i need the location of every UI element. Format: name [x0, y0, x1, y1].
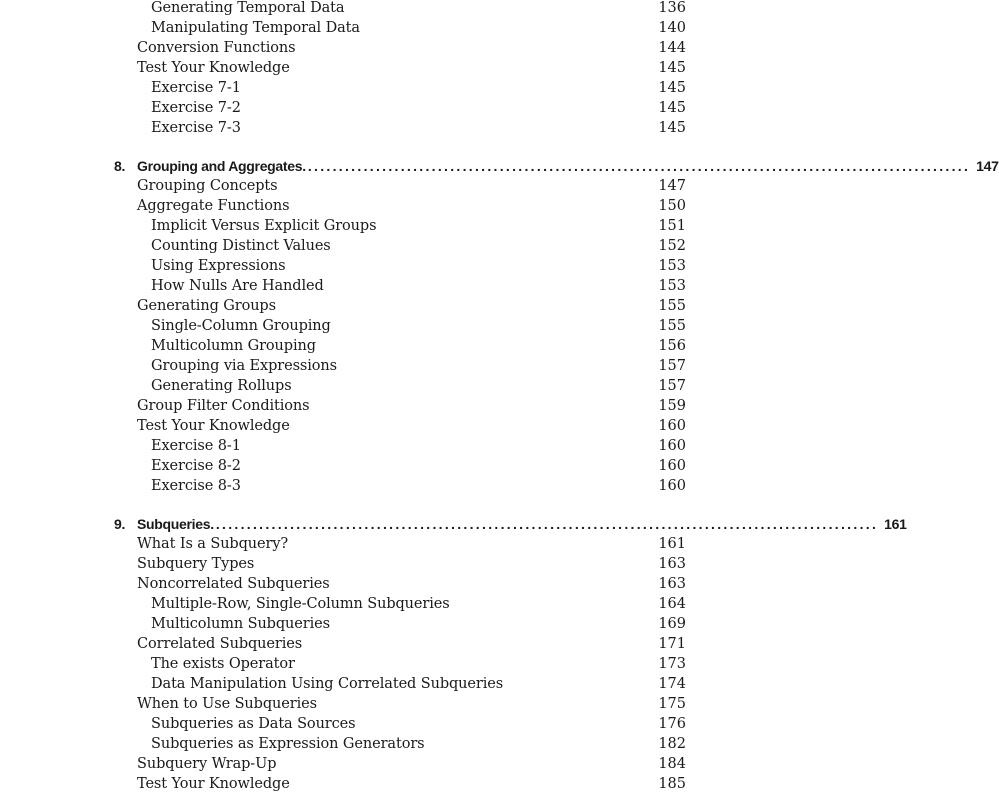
toc-entry-page: 182	[658, 736, 686, 752]
toc-entry[interactable]	[0, 216, 800, 236]
toc-entry[interactable]	[0, 534, 800, 554]
chapter-title: Subqueries.	[137, 516, 214, 532]
toc-entry-page: 157	[658, 358, 686, 374]
toc-entry-title: Multicolumn Subqueries	[151, 616, 330, 632]
toc-entry-page: 155	[658, 318, 686, 334]
toc-entry-page: 144	[658, 40, 686, 56]
toc-entry-title: Generating Groups	[137, 298, 276, 314]
toc-entry[interactable]	[0, 754, 800, 774]
toc-entry-title: Manipulating Temporal Data	[151, 20, 360, 36]
toc-entry[interactable]	[0, 554, 800, 574]
toc-entry-title: Aggregate Functions	[137, 198, 290, 214]
toc-entry[interactable]	[0, 98, 800, 118]
toc-entry-page: 176	[658, 716, 686, 732]
toc-entry-page: 185	[658, 776, 686, 792]
chapter-title: Grouping and Aggregates.	[137, 158, 306, 174]
toc-entry-page: 184	[658, 756, 686, 772]
toc-entry-page: 163	[658, 576, 686, 592]
toc-entry-page: 140	[658, 20, 686, 36]
chapter-page: 147	[976, 158, 999, 174]
toc-entry-title: Exercise 7-3	[151, 120, 241, 136]
chapter-heading[interactable]	[114, 155, 999, 177]
toc-entry[interactable]	[0, 476, 800, 496]
toc-entry-page: 164	[658, 596, 686, 612]
toc-entry-title: The exists Operator	[151, 656, 295, 672]
toc-entry-page: 156	[658, 338, 686, 354]
toc-entry[interactable]	[0, 78, 800, 98]
toc-entry[interactable]	[0, 614, 800, 634]
toc-entry-title: Generating Rollups	[151, 378, 292, 394]
toc-entry-title: Subquery Types	[137, 556, 255, 572]
toc-entry-page: 169	[658, 616, 686, 632]
toc-entry-title: Subquery Wrap-Up	[137, 756, 277, 772]
toc-entry-page: 136	[658, 0, 686, 16]
toc-entry-title: Exercise 8-2	[151, 458, 241, 474]
dot-leader: ...........................................................................................................	[215, 516, 879, 532]
toc-entry-page: 145	[658, 80, 686, 96]
toc-entry-title: Subqueries as Data Sources	[151, 716, 356, 732]
toc-entry[interactable]	[0, 256, 800, 276]
chapter-number: 9.	[114, 516, 126, 532]
toc-entry[interactable]	[0, 196, 800, 216]
toc-entry-title: Single-Column Grouping	[151, 318, 331, 334]
toc-entry-title: Exercise 7-2	[151, 100, 241, 116]
toc-entry-title: Grouping Concepts	[137, 178, 278, 194]
toc-entry-page: 145	[658, 100, 686, 116]
toc-entry-page: 161	[658, 536, 686, 552]
toc-entry-page: 163	[658, 556, 686, 572]
toc-entry-title: Exercise 7-1	[151, 80, 241, 96]
toc-entry-title: Exercise 8-3	[151, 478, 241, 494]
toc-entry[interactable]	[0, 436, 800, 456]
toc-entry-title: Test Your Knowledge	[137, 418, 290, 434]
chapter-page: 161	[884, 516, 907, 532]
toc-entry[interactable]	[0, 574, 800, 594]
toc-entry-page: 155	[658, 298, 686, 314]
toc-entry-page: 145	[658, 60, 686, 76]
toc-entry-page: 175	[658, 696, 686, 712]
toc-entry-page: 160	[658, 438, 686, 454]
toc-entry-page: 171	[658, 636, 686, 652]
toc-entry-page: 157	[658, 378, 686, 394]
toc-entry[interactable]	[0, 38, 800, 58]
toc-entry-title: Multicolumn Grouping	[151, 338, 316, 354]
toc-entry-title: How Nulls Are Handled	[151, 278, 324, 294]
toc-entry-title: Exercise 8-1	[151, 438, 241, 454]
toc-entry[interactable]	[0, 276, 800, 296]
dot-leader: ...........................................................................................................	[307, 158, 971, 174]
toc-entry-page: 173	[658, 656, 686, 672]
toc-entry-title: Group Filter Conditions	[137, 398, 310, 414]
toc-entry-title: Test Your Knowledge	[137, 60, 290, 76]
toc-entry-page: 151	[658, 218, 686, 234]
toc-entry[interactable]	[0, 58, 800, 78]
toc-entry[interactable]	[0, 634, 800, 654]
toc-entry[interactable]	[0, 356, 800, 376]
toc-entry-page: 159	[658, 398, 686, 414]
toc-entry-page: 160	[658, 478, 686, 494]
toc-entry[interactable]	[0, 734, 800, 754]
toc-entry[interactable]	[0, 236, 800, 256]
toc-entry-title: Noncorrelated Subqueries	[137, 576, 330, 592]
toc-entry[interactable]	[0, 0, 800, 18]
toc-entry[interactable]	[0, 396, 800, 416]
toc-entry-page: 147	[658, 178, 686, 194]
toc-entry-page: 150	[658, 198, 686, 214]
toc-entry[interactable]	[0, 18, 800, 38]
toc-entry[interactable]	[0, 376, 800, 396]
toc-entry-page: 153	[658, 278, 686, 294]
chapter-number: 8.	[114, 158, 126, 174]
toc-entry[interactable]	[0, 316, 800, 336]
toc-entry[interactable]	[0, 416, 800, 436]
toc-entry-title: Test Your Knowledge	[137, 776, 290, 792]
chapter-heading[interactable]	[114, 513, 907, 535]
toc-entry[interactable]	[0, 694, 800, 714]
toc-entry[interactable]	[0, 654, 800, 674]
toc-entry-title: Counting Distinct Values	[151, 238, 331, 254]
toc-entry-page: 153	[658, 258, 686, 274]
toc-entry-page: 145	[658, 120, 686, 136]
toc-entry-page: 160	[658, 418, 686, 434]
toc-entry-title: Subqueries as Expression Generators	[151, 736, 425, 752]
toc-entry-title: Conversion Functions	[137, 40, 296, 56]
toc-entry-title: Data Manipulation Using Correlated Subqueries	[151, 676, 504, 692]
toc-entry-title: Correlated Subqueries	[137, 636, 303, 652]
toc-entry[interactable]	[0, 296, 800, 316]
toc-entry[interactable]	[0, 714, 800, 734]
toc-entry-page: 174	[658, 676, 686, 692]
toc-entry-title: What Is a Subquery?	[137, 536, 289, 552]
toc-entry[interactable]	[0, 336, 800, 356]
toc-entry[interactable]	[0, 456, 800, 476]
toc-entry-title: Implicit Versus Explicit Groups	[151, 218, 377, 234]
toc-entry-title: Grouping via Expressions	[151, 358, 338, 374]
toc-entry-page: 152	[658, 238, 686, 254]
toc-entry[interactable]	[0, 176, 800, 196]
toc-entry-title: Using Expressions	[151, 258, 286, 274]
toc-entry[interactable]	[0, 118, 800, 138]
toc-entry[interactable]	[0, 594, 800, 614]
toc-entry[interactable]	[0, 674, 800, 694]
toc-entry-title: Generating Temporal Data	[151, 0, 345, 16]
toc-entry[interactable]	[0, 774, 800, 794]
toc-entry-title: When to Use Subqueries	[137, 696, 317, 712]
toc-entry-title: Multiple-Row, Single-Column Subqueries	[151, 596, 450, 612]
toc-entry-page: 160	[658, 458, 686, 474]
